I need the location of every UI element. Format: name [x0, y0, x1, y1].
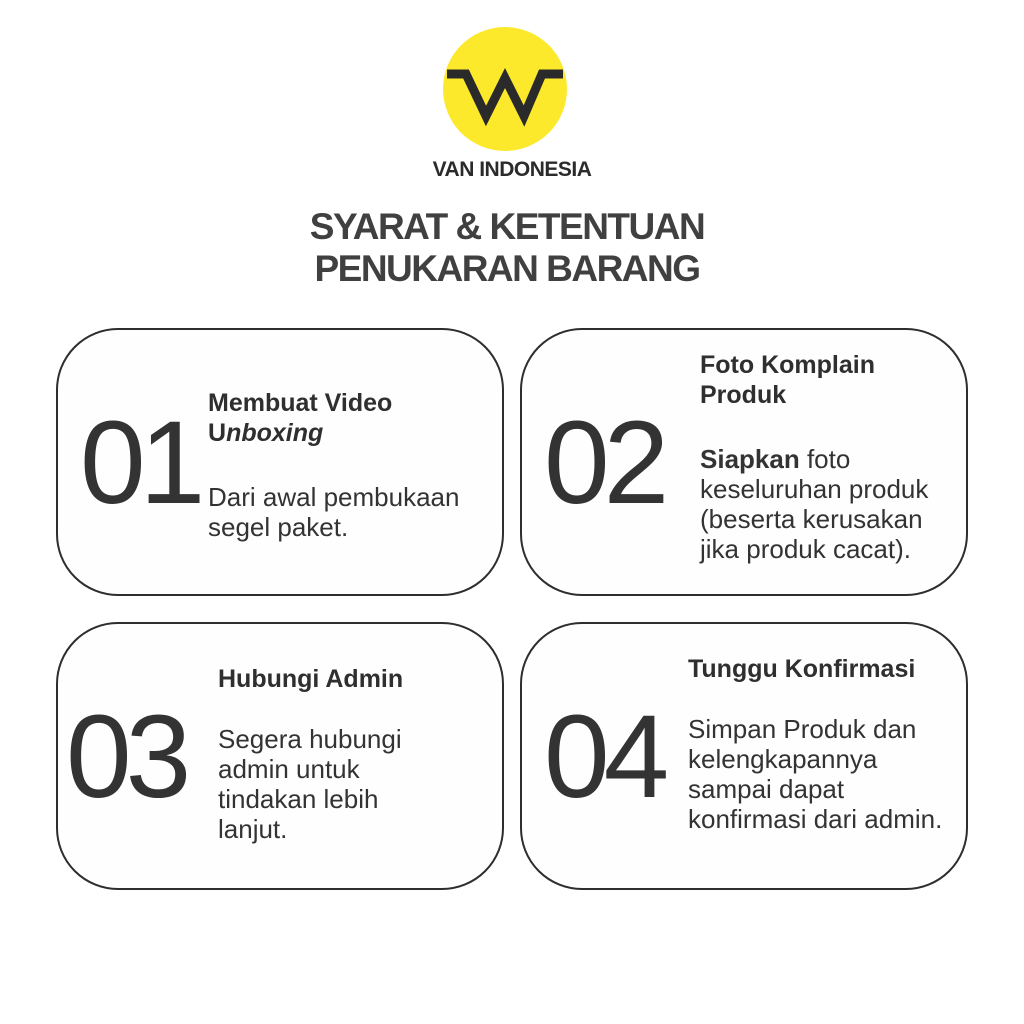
step-number: 03	[66, 691, 186, 823]
brand-name: VAN INDONESIA	[432, 158, 592, 181]
step-number: 01	[80, 397, 200, 529]
title-line-1: SYARAT & KETENTUAN	[309, 206, 705, 247]
step-card-4	[520, 622, 968, 890]
step-title: Tunggu Konfirmasi	[688, 655, 916, 683]
step-number: 04	[544, 691, 664, 823]
step-body-text: foto keseluruhan produk (beserta kerusakan jika produk cacat).	[700, 444, 929, 564]
step-number: 02	[544, 397, 664, 529]
page-title	[0, 206, 1014, 290]
step-title-text: Membuat Video	[208, 389, 393, 417]
step-body: Segera hubungi admin untuk tindakan lebih lanjut.	[218, 724, 402, 844]
step-card-3	[56, 622, 504, 890]
step-body	[700, 444, 962, 564]
step-card-1	[56, 328, 504, 596]
step-title-italic: nboxing	[226, 419, 324, 447]
step-body: Simpan Produk dan kelengkapannya sampai dapat konfirmasi dari admin.	[688, 714, 943, 834]
title-line-2: PENUKARAN BARANG	[314, 248, 700, 289]
step-card-2	[520, 328, 968, 596]
step-title	[208, 388, 488, 448]
step-title: Hubungi Admin	[218, 665, 404, 693]
van-indonesia-logo	[442, 26, 568, 152]
step-title: Foto Komplain Produk	[700, 351, 875, 409]
step-title-u: U	[208, 419, 227, 447]
step-body-bold: Siapkan	[700, 444, 800, 474]
step-body: Dari awal pembukaan segel paket.	[208, 482, 460, 542]
